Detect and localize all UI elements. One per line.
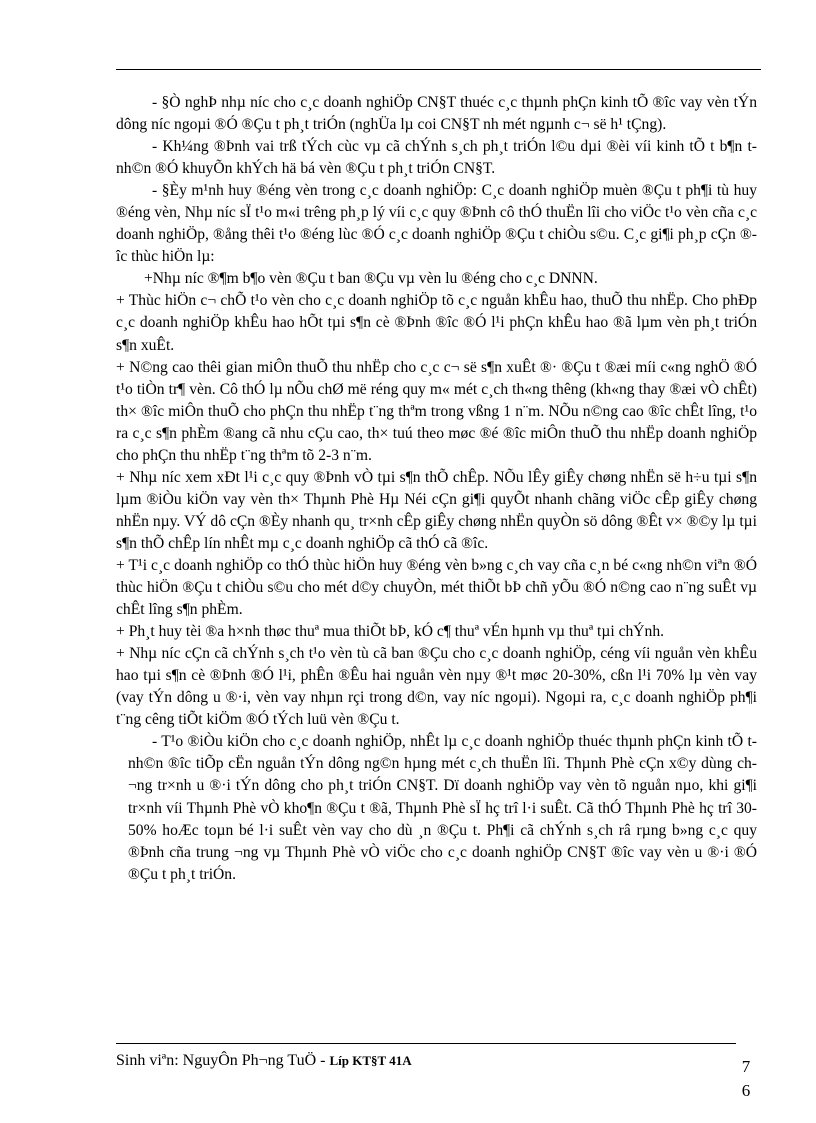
paragraph: + N©ng cao thêi gian miÔn thuÕ thu nhËp cho c¸c c¬ së s¶n xuÊt ®· ®Çu t ®æi míi c«ng nghÖ ®Ó t¹o tiÒn tr¶ vèn. Cô thÓ lµ nÕu chØ më réng quy m« mét c¸ch th«ng thêng (kh«ng thay ®æi vÒ chÊt) th× ®îc miÔn thuÕ cho phÇn thu nhËp t¨ng thªm trong vßng 1 n¨m. NÕu n©ng cao ®îc chÊt lîng, t¹o ra c¸c s¶n phÈm ®ang cã nhu cÇu cao, th× tuú theo møc ®é ®îc miÔn thuÕ thu nhËp doanh nghiÖp cho phÇn thu nhËp t¨ng thªm tõ 2-3 n¨m. xyxy=(116,358,757,464)
page-number-bottom: 6 xyxy=(741,1081,751,1100)
page-number-top: 7 xyxy=(741,1057,751,1076)
paragraph: - §Ò nghÞ nhµ níc cho c¸c doanh nghiÖp CN§T thuéc c¸c thµnh phÇn kinh tÕ ®îc vay vèn tÝn dông níc ngoµi ®Ó ®Çu t ph¸t triÓn (nghÜa lµ coi CN§T nh mét ngµnh c¬ së h¹ tÇng). xyxy=(116,94,757,134)
paragraph: - §Èy m¹nh huy ®éng vèn trong c¸c doanh nghiÖp: C¸c doanh nghiÖp muèn ®Çu t ph¶i tù huy ®éng vèn, Nhµ níc sÏ t¹o m«i trêng ph¸p lý víi c¸c quy ®Þnh cô thÓ thuËn lîi cho viÖc t¹o vèn cña c¸c doanh nghiÖp, ®ång thêi t¹o ®éng lùc ®Ó c¸c doanh nghiÖp ®Çu t chiÒu s©u. C¸c gi¶i ph¸p cÇn ®îc thùc hiÖn lµ: xyxy=(116,182,757,266)
paragraph: + Thùc hiÖn c¬ chÕ t¹o vèn cho c¸c doanh nghiÖp tõ c¸c nguån khÊu hao, thuÕ thu nhËp. Cho phÐp c¸c doanh nghiÖp khÊu hao hÕt tµi s¶n cè ®Þnh ®îc ®Ó l¹i phÇn khÊu hao ®ã lµm vèn ph¸t triÓn s¶n xuÊt. xyxy=(116,292,757,354)
paragraph: + T¹i c¸c doanh nghiÖp co thÓ thùc hiÖn huy ®éng vèn b»ng c¸ch vay cña c¸n bé c«ng nh©n viªn ®Ó thùc hiÖn ®Çu t chiÒu s©u cho mét d©y chuyÒn, mét thiÕt bÞ chñ yÕu ®Ó n©ng cao n¨ng suÊt vµ chÊt lîng s¶n phÈm. xyxy=(116,556,757,619)
footer-student: Sinh viªn: NguyÔn Ph¬ng TuÖ - xyxy=(116,1052,330,1069)
header-rule xyxy=(116,69,761,70)
paragraph: - Kh¼ng ®Þnh vai trß tÝch cùc vµ cã chÝnh s¸ch ph¸t triÓn l©u dµi ®èi víi kinh tÕ t b¶n t nh©n ®Ó khuyÕn khÝch hä bá vèn ®Çu t ph¸t triÓn CN§T. xyxy=(116,138,757,178)
footer-rule xyxy=(116,1043,736,1044)
page-number xyxy=(738,1055,754,1103)
paragraph: +Nhµ níc ®¶m b¶o vèn ®Çu t ban ®Çu vµ vèn lu ®éng cho c¸c DNNN. xyxy=(144,270,598,288)
paragraph: + Ph¸t huy tèi ®a h×nh thøc thuª mua thiÕt bÞ, kÓ c¶ thuª vÉn hµnh vµ thuª tµi chÝnh. xyxy=(116,623,665,641)
footer-author xyxy=(116,1052,412,1070)
paragraph: + Nhµ níc xem xÐt l¹i c¸c quy ®Þnh vÒ tµi s¶n thÕ chÊp. NÕu lÊy giÊy chøng nhËn së h÷u tµi s¶n lµm ®iÒu kiÖn vay vèn th× Thµnh Phè Hµ Néi cÇn gi¶i quyÕt nhanh chãng viÖc cÊp giÊy chøng nhËn nµy. VÝ dô cÇn ®Èy nhanh qu¸ tr×nh cÊp giÊy chøng nhËn quyÒn sö dông ®Êt v× ®©y lµ tµi s¶n thÕ chÊp lín nhÊt mµ c¸c doanh nghiÖp cã thÓ cã ®îc. xyxy=(116,468,757,552)
footer-class: Líp KT§T 41A xyxy=(329,1053,412,1068)
paragraph: - T¹o ®iÒu kiÖn cho c¸c doanh nghiÖp, nhÊt lµ c¸c doanh nghiÖp thuéc thµnh phÇn kinh tÕ t nh©n ®îc tiÕp cËn nguån tÝn dông ng©n hµng mét c¸ch thuËn lîi. Thµnh Phè cÇn x©y dùng ch¬ng tr×nh u ®·i tÝn dông cho ph¸t triÓn CN§T. Dï doanh nghiÖp vay vèn tõ nguån nµo, khi gi¶i tr×nh víi Thµnh Phè vÒ kho¶n ®Çu t ®ã, Thµnh Phè sÏ hç trî l·i suÊt. Cã thÓ Thµnh Phè hç trî 30-50% hoÆc toµn bé l·i suÊt vèn vay cho dù ¸n ®Çu t. Ph¶i cã chÝnh s¸ch râ rµng b»ng c¸c quy ®Þnh cña trung ¬ng vµ Thµnh Phè vÒ viÖc cho c¸c doanh nghiÖp CN§T ®îc vay vèn u ®·i ®Ó ®Çu t ph¸t triÓn. xyxy=(128,733,757,883)
paragraph: + Nhµ níc cÇn cã chÝnh s¸ch t¹o vèn tù cã ban ®Çu cho c¸c doanh nghiÖp, céng víi nguån vèn khÊu hao tµi s¶n cè ®Þnh ®Ó l¹i, phÊn ®Êu hai nguån vèn nµy ®¹t møc 20-30%, cßn l¹i 70% lµ vèn vay (vay tÝn dông u ®·i, vèn vay nhµn rçi trong d©n, vay níc ngoµi). Ngoµi ra, c¸c doanh nghiÖp ph¶i t¨ng cêng tiÕt kiÖm ®Ó tÝch luü vèn ®Çu t. xyxy=(116,645,757,729)
body-text xyxy=(116,92,757,886)
